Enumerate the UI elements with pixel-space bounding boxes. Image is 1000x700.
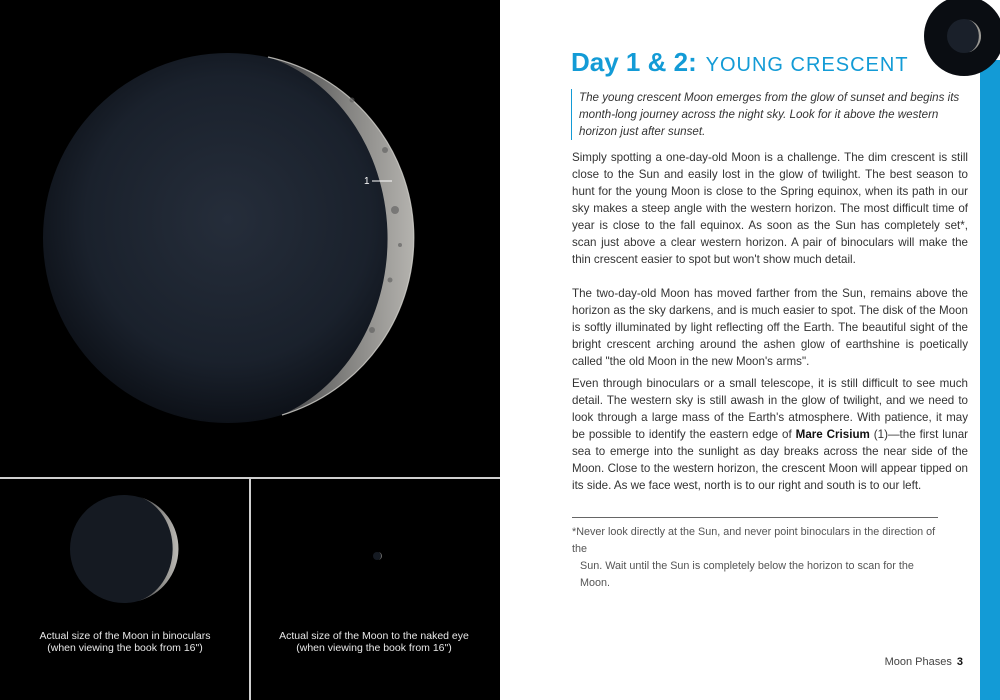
p3-text-end: (1)—the first lunar sea to emerge into the sunlight as day breaks across the near side of the Moon. Close to the western horizon, the crescent Moon will appear tipped on its side. As we face west, north is to our right and south is to our left. xyxy=(572,428,969,492)
footnote-line-1: *Never look directly at the Sun, and never point binoculars in the direction of the xyxy=(572,526,936,555)
naked-eye-caption-line-2: (when viewing the book from 16") xyxy=(296,642,452,654)
intro-paragraph: The young crescent Moon emerges from the glow of sunset and begins its month-long journey across the night sky. Look for it above the western horizon just after sunset. xyxy=(571,89,975,140)
naked-eye-caption xyxy=(254,630,494,654)
body-paragraph-3 xyxy=(572,375,968,494)
page-title xyxy=(571,42,909,79)
binoculars-caption-line-2: (when viewing the book from 16") xyxy=(47,642,203,654)
corner-moon-phase-icon xyxy=(922,0,1000,78)
accent-edge-strip xyxy=(980,60,1000,700)
page-footer xyxy=(885,656,963,668)
callout-number-1: 1 xyxy=(364,176,370,187)
binoculars-caption xyxy=(5,630,245,654)
title-day-label: Day 1 & 2: xyxy=(571,47,697,77)
binoculars-caption-line-1: Actual size of the Moon in binoculars xyxy=(39,630,211,642)
p3-text-start: Even through binoculars or a small telescope, it is still difficult to see much detail. The western sky is still awash in the glow of twilight, and we need to look through a large mass of the Earth's atmosphere. With patience, it may be possible to identify the eastern edge of xyxy=(572,377,968,441)
footnote xyxy=(572,524,944,592)
naked-eye-moon-image xyxy=(373,552,382,560)
binocular-moon-image xyxy=(70,495,178,603)
footer-section-name: Moon Phases xyxy=(884,656,952,668)
mare-crisium-term: Mare Crisium xyxy=(795,428,870,441)
footnote-line-2: Sun. Wait until the Sun is completely below the horizon to scan for the Moon. xyxy=(580,560,914,589)
main-moon-image xyxy=(43,53,414,423)
footnote-divider xyxy=(572,517,938,518)
title-phase-name: YOUNG CRESCENT xyxy=(705,54,909,76)
body-paragraph-1: Simply spotting a one-day-old Moon is a challenge. The dim crescent is still close to the Sun and easily lost in the glow of twilight. The best season to hunt for the young Moon is close to the Spring equinox, when its path in our sky makes a steep angle with the western horizon. The most difficult time of year is close to the fall equinox. As soon as the Sun has completely set*, scan just above a clear western horizon. A pair of binoculars will make the thin crescent easier to spot but won't show much detail. xyxy=(572,151,968,266)
naked-eye-caption-line-1: Actual size of the Moon to the naked eye xyxy=(279,630,469,642)
page-number: 3 xyxy=(956,656,963,668)
panel-divider-vertical xyxy=(249,478,251,700)
body-paragraph-2: The two-day-old Moon has moved farther from the Sun, remains above the horizon as the sky darkens, and is much easier to spot. The disk of the Moon is softly illuminated by light reflecting off the Earth. The beautiful sight of the bright crescent arching around the ashen glow of earthshine is poetically called "the old Moon in the new Moon's arms". xyxy=(572,287,968,368)
